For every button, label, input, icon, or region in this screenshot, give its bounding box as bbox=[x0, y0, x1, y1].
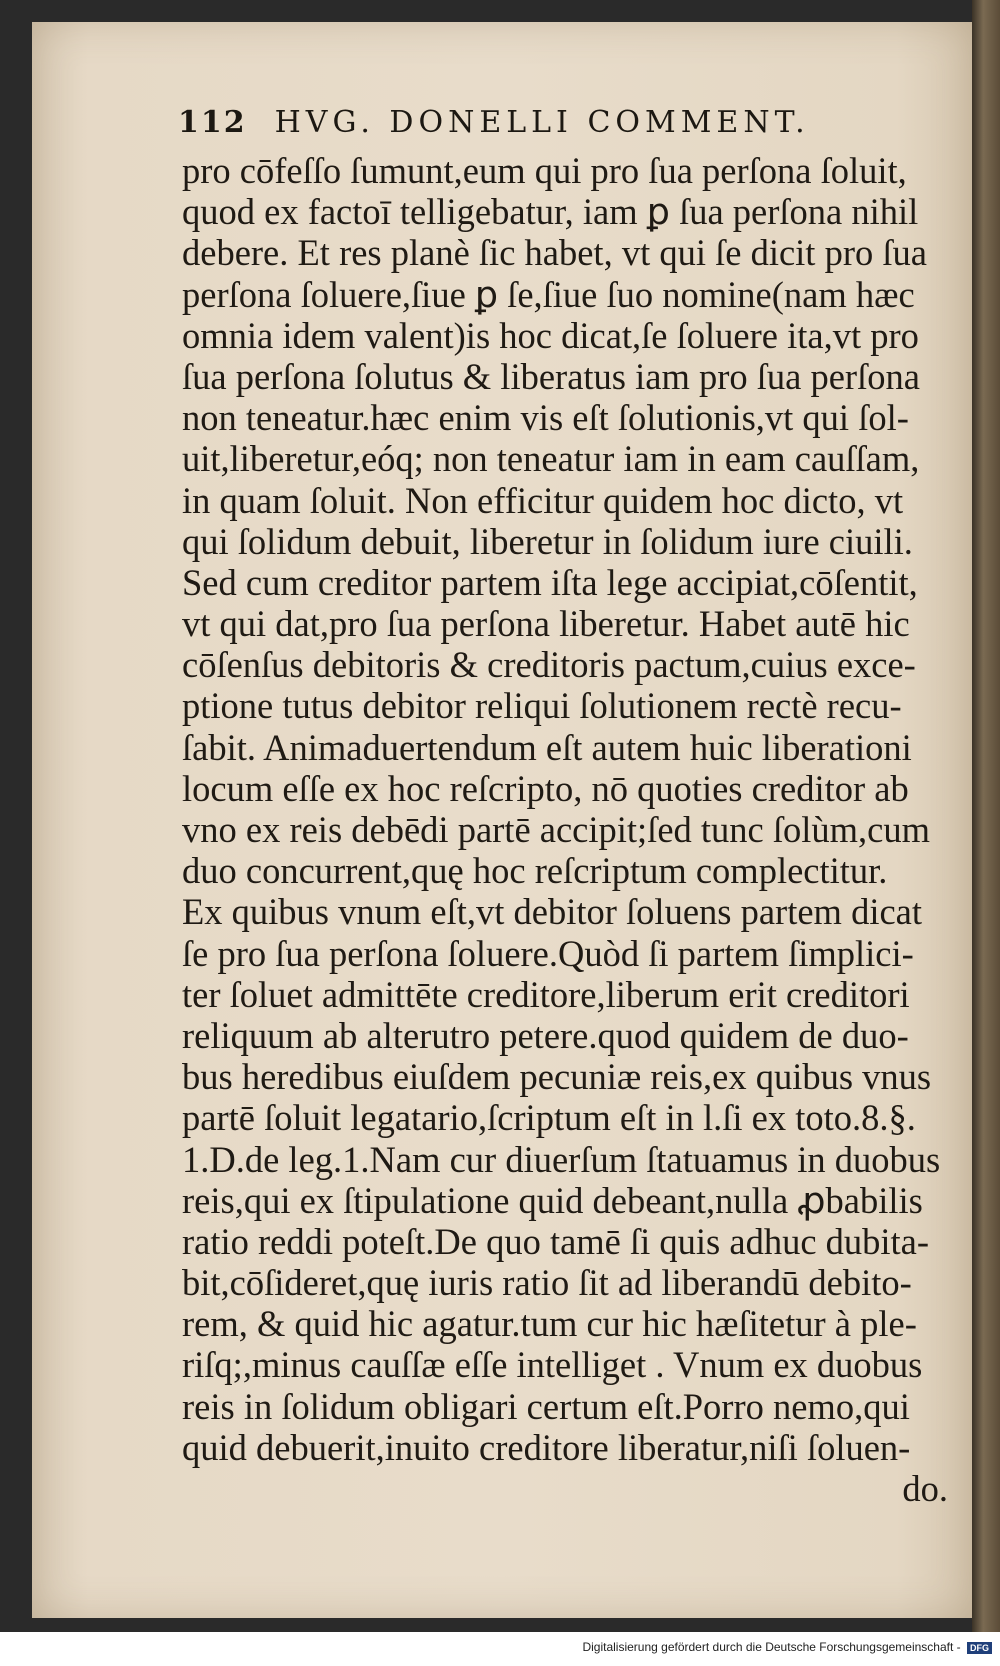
text-line: cōſenſus debitoris & creditoris pactum,cuius exce- bbox=[182, 644, 916, 686]
text-line: ſe pro ſua perſona ſoluere.Quòd ſi partem ſimplici- bbox=[182, 932, 914, 974]
text-line: ptione tutus debitor reliqui ſolutionem rectè recu- bbox=[182, 685, 902, 727]
catchword: do. bbox=[902, 1468, 948, 1509]
text-line: rem, & quid hic agatur.tum cur hic hæſitetur à ple- bbox=[182, 1303, 917, 1345]
text-line: in quam ſoluit. Non efficitur quidem hoc dicto, vt bbox=[182, 479, 904, 521]
text-line: duo concurrent,quę hoc reſcriptum complectitur. bbox=[182, 850, 888, 892]
text-line: riſq;,minus cauſſæ eſſe intelliget . Vnum ex duobus bbox=[182, 1344, 923, 1386]
text-line: perſona ſoluere,ſiue ꝑ ſe,ſiue ſuo nomine(nam hæc bbox=[182, 273, 915, 315]
text-line: 1.D.de leg.1.Nam cur diuerſum ſtatuamus in duobus bbox=[182, 1138, 941, 1180]
text-line: reliquum ab alterutro petere.quod quidem de duo- bbox=[182, 1014, 909, 1056]
text-line: locum eſſe ex hoc reſcripto, nō quoties creditor ab bbox=[182, 767, 909, 809]
text-line: quod ex factoī telligebatur, iam ꝑ ſua perſona nihil bbox=[182, 191, 919, 233]
text-line: bus heredibus eiuſdem pecuniæ reis,ex quibus vnus bbox=[182, 1056, 932, 1098]
text-line: ſua perſona ſolutus & liberatus iam pro ſua perſona bbox=[182, 355, 920, 397]
digitization-footer bbox=[0, 1640, 992, 1654]
text-line: pro cōfeſſo ſumunt,eum qui pro ſua perſona ſoluit, bbox=[182, 150, 907, 191]
page-header bbox=[178, 105, 858, 140]
text-line: vno ex reis debēdi partē accipit;ſed tunc ſolùm,cum bbox=[182, 809, 931, 850]
text-line: partē ſoluit legatario,ſcriptum eſt in l.ſi ex toto.8.§. bbox=[182, 1097, 916, 1139]
running-head: HVG. DONELLI COMMENT. bbox=[274, 105, 810, 140]
text-line: reis,qui ex ſtipulatione quid debeant,nulla ꝓbabilis bbox=[182, 1179, 923, 1221]
body-text bbox=[182, 150, 962, 1509]
text-line: vt qui dat,pro ſua perſona liberetur. Habet autē hic bbox=[182, 603, 910, 645]
text-line: uit,liberetur,eóq; non teneatur iam in eam cauſſam, bbox=[182, 438, 920, 480]
text-line: ter ſoluet admittēte creditore,liberum erit creditori bbox=[182, 973, 910, 1015]
text-line: bit,cōſideret,quę iuris ratio ſit ad liberandū debito- bbox=[182, 1262, 912, 1304]
text-line: omnia idem valent)is hoc dicat,ſe ſoluere ita,vt pro bbox=[182, 314, 919, 356]
text-line: debere. Et res planè ſic habet, vt qui ſe dicit pro ſua bbox=[182, 232, 927, 274]
text-line: quid debuerit,inuito creditore liberatur,niſi ſoluen- bbox=[182, 1426, 911, 1468]
page-number: 112 bbox=[178, 105, 247, 140]
text-line: ſabit. Animaduertendum eſt autem huic liberationi bbox=[182, 726, 912, 768]
text-line: Sed cum creditor partem iſta lege accipiat,cōſentit, bbox=[182, 561, 918, 603]
text-line: Ex quibus vnum eſt,vt debitor ſoluens partem dicat bbox=[182, 891, 922, 933]
page-edge bbox=[972, 0, 1000, 1632]
text-line: qui ſolidum debuit, liberetur in ſolidum iure ciuili. bbox=[182, 520, 913, 562]
text-line: reis in ſolidum obligari certum eſt.Porro nemo,qui bbox=[182, 1385, 910, 1427]
text-line: non teneatur.hæc enim vis eſt ſolutionis,vt qui ſol- bbox=[182, 397, 909, 439]
dfg-logo: DFG bbox=[967, 1642, 992, 1654]
text-line: ratio reddi poteſt.De quo tamē ſi quis adhuc dubita- bbox=[182, 1220, 930, 1262]
footer-credit: Digitalisierung gefördert durch die Deutsche Forschungsgemeinschaft - bbox=[582, 1640, 961, 1654]
